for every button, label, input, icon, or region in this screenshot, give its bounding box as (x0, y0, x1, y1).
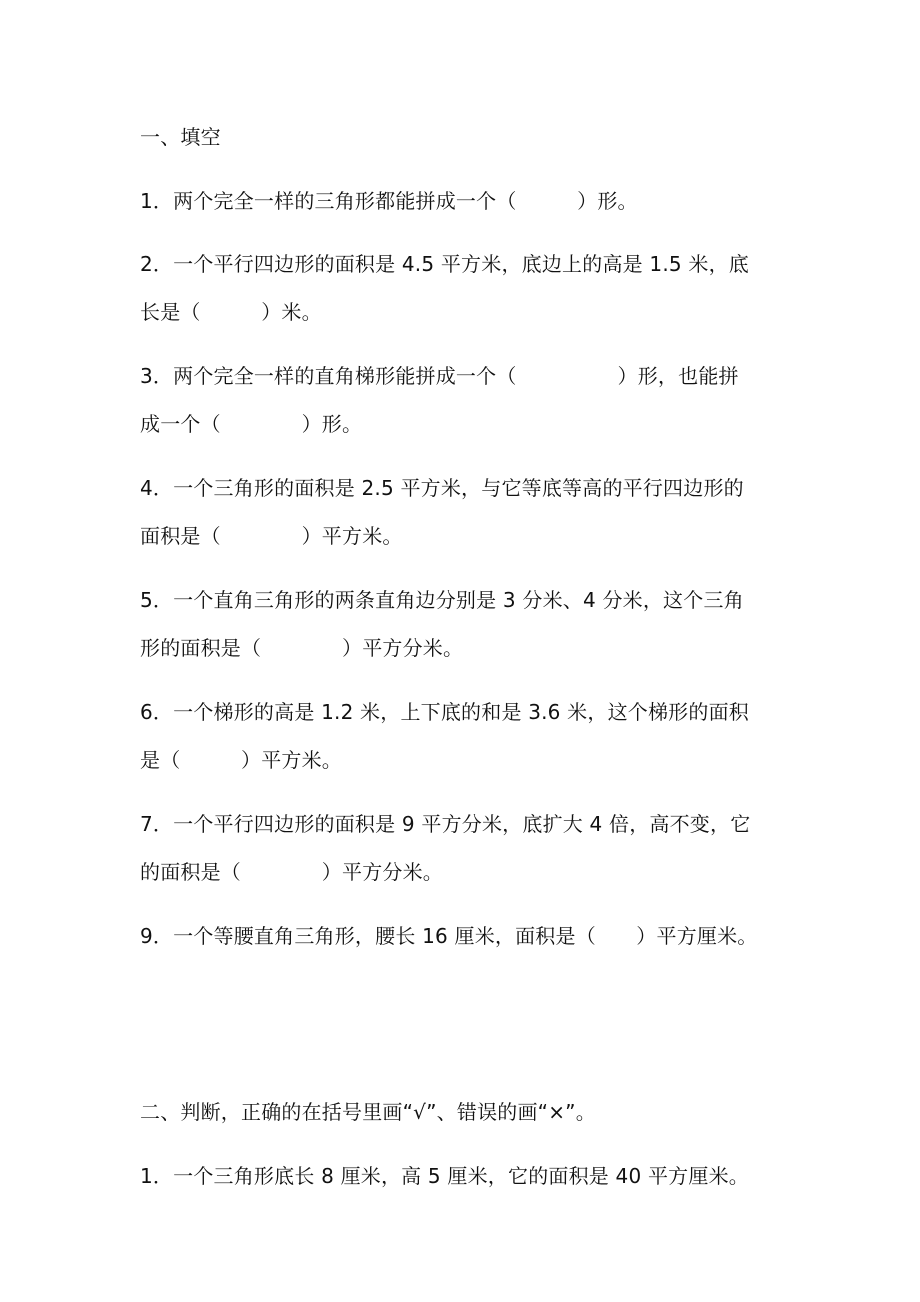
question-6-line1: 6．一个梯形的高是 1.2 米，上下底的和是 3.6 米，这个梯形的面积 (140, 700, 749, 724)
question-7-line1: 7．一个平行四边形的面积是 9 平方分米，底扩大 4 倍，高不变，它 (140, 812, 751, 836)
question-7-line2: 的面积是（ ）平方分米。 (140, 860, 443, 884)
question-6-line2: 是（ ）平方米。 (140, 748, 342, 772)
section1-heading: 一、填空 (140, 125, 221, 149)
question-9-text: 9．一个等腰直角三角形，腰长 16 厘米，面积是（ ）平方厘米。 (140, 924, 758, 948)
question-4-line2: 面积是（ ）平方米。 (140, 524, 403, 548)
question-1-text: 1．两个完全一样的三角形都能拼成一个（ ）形。 (140, 189, 638, 213)
question-5-line1: 5．一个直角三角形的两条直角边分别是 3 分米、4 分米，这个三角 (140, 588, 744, 612)
question-4-line1: 4．一个三角形的面积是 2.5 平方米，与它等底等高的平行四边形的 (140, 476, 744, 500)
question-2-line1: 2．一个平行四边形的面积是 4.5 平方米，底边上的高是 1.5 米，底 (140, 252, 749, 276)
question-2-line2: 长是（ ）米。 (140, 300, 322, 324)
judge-question-1-text: 1．一个三角形底长 8 厘米，高 5 厘米，它的面积是 40 平方厘米。 (140, 1164, 749, 1188)
question-3-line2: 成一个（ ）形。 (140, 412, 363, 436)
question-5-line2: 形的面积是（ ）平方分米。 (140, 636, 464, 660)
section2-heading: 二、判断，正确的在括号里画“√”、错误的画“×”。 (140, 1100, 596, 1124)
question-3-line1: 3．两个完全一样的直角梯形能拼成一个（ ）形，也能拼 (140, 364, 739, 388)
